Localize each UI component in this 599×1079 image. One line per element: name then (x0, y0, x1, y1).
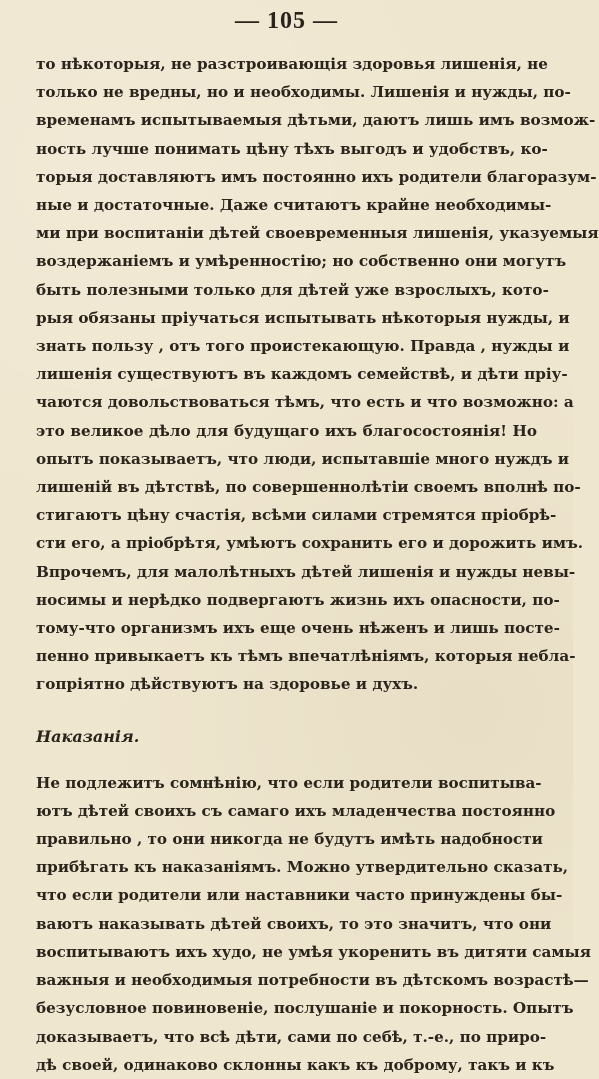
document-body (36, 50, 599, 1079)
text-line: прибѣгать къ наказаніямъ. Можно утвердительно сказать, (36, 858, 569, 877)
text-line: тому-что организмъ ихъ еще очень нѣженъ и лишь посте- (36, 619, 560, 638)
text-line: знать пользу , отъ того проистекающую. Правда , нужды и (36, 337, 570, 356)
text-line: ваютъ наказывать дѣтей своихъ, то это значитъ, что они (36, 914, 552, 933)
text-line: сти его, а пріобрѣтя, умѣютъ сохранить его и дорожить имъ. (36, 534, 584, 553)
text-line: лишенія существуютъ въ каждомъ семействѣ, и дѣти пріу- (36, 365, 568, 384)
paragraph-1 (36, 50, 599, 699)
text-line: воздержаніемъ и умѣренностію; но собственно они могутъ (36, 252, 567, 271)
text-line: стигаютъ цѣну счастія, всѣми силами стремятся пріобрѣ- (36, 506, 557, 525)
text-line: воспитываютъ ихъ худо, не умѣя укоренить въ дитяти самыя (36, 942, 591, 961)
text-line: пенно привыкаетъ къ тѣмъ впечатлѣніямъ, которыя небла- (36, 647, 576, 666)
text-line: лишеній въ дѣтствѣ, по совершеннолѣтіи своемъ вполнѣ по- (36, 478, 581, 497)
text-line: ютъ дѣтей своихъ съ самаго ихъ младенчества постоянно (36, 801, 556, 820)
text-line: важныя и необходимыя потребности въ дѣтскомъ возрастѣ— (36, 971, 589, 990)
text-line: Не подлежитъ сомнѣнію, что если родители воспитыва- (36, 773, 542, 792)
text-line: Впрочемъ, для малолѣтныхъ дѣтей лишенія и нужды невы- (36, 562, 576, 581)
page-number: — 105 — (235, 8, 338, 34)
text-line: это великое дѣло для будущаго ихъ благосостоянія! Но (36, 421, 537, 440)
text-line: торыя доставляютъ имъ постоянно ихъ родители благоразум- (36, 167, 597, 186)
text-line: гопріятно дѣйствуютъ на здоровье и духъ. (36, 675, 419, 694)
text-line: чаются довольствоваться тѣмъ, что есть и что возможно: а (36, 393, 574, 412)
text-line: доказываетъ, что всѣ дѣти, сами по себѣ, т.-е., по приро- (36, 1027, 547, 1046)
text-line: ми при воспитаніи дѣтей своевременныя лишенія, указуемыя (36, 224, 599, 243)
text-line: ность лучше понимать цѣну тѣхъ выгодъ и удобствъ, ко- (36, 139, 548, 158)
text-line: ные и достаточные. Даже считаютъ крайне необходимы- (36, 196, 552, 215)
text-line: опытъ показываетъ, что люди, испытавшіе много нуждъ и (36, 449, 570, 468)
section-title: Наказанія. (36, 726, 140, 746)
text-line: носимы и нерѣдко подвергаютъ жизнь ихъ опасности, по- (36, 590, 560, 609)
text-line: то нѣкоторыя, не разстроивающія здоровья лишенія, не (36, 55, 548, 73)
page-header (36, 0, 537, 50)
text-line: безусловное повиновеніе, послушаніе и покорность. Опытъ (36, 999, 574, 1018)
text-line: временамъ испытываемыя дѣтьми, даютъ лишь имъ возмож- (36, 111, 596, 130)
text-line: быть полезными только для дѣтей уже взрослыхъ, кото- (36, 280, 549, 299)
text-line: правильно , то они никогда не будутъ имѣть надобности (36, 830, 543, 849)
text-line: рыя обязаны пріучаться испытывать нѣкоторыя нужды, и (36, 308, 570, 327)
text-line: дѣ своей, одинаково склонны какъ къ доброму, такъ и къ (36, 1055, 555, 1074)
text-line: что если родители или наставники часто принуждены бы- (36, 886, 563, 905)
text-line: только не вредны, но и необходимы. Лишенія и нужды, по- (36, 83, 571, 102)
paragraph-2 (36, 769, 591, 1079)
